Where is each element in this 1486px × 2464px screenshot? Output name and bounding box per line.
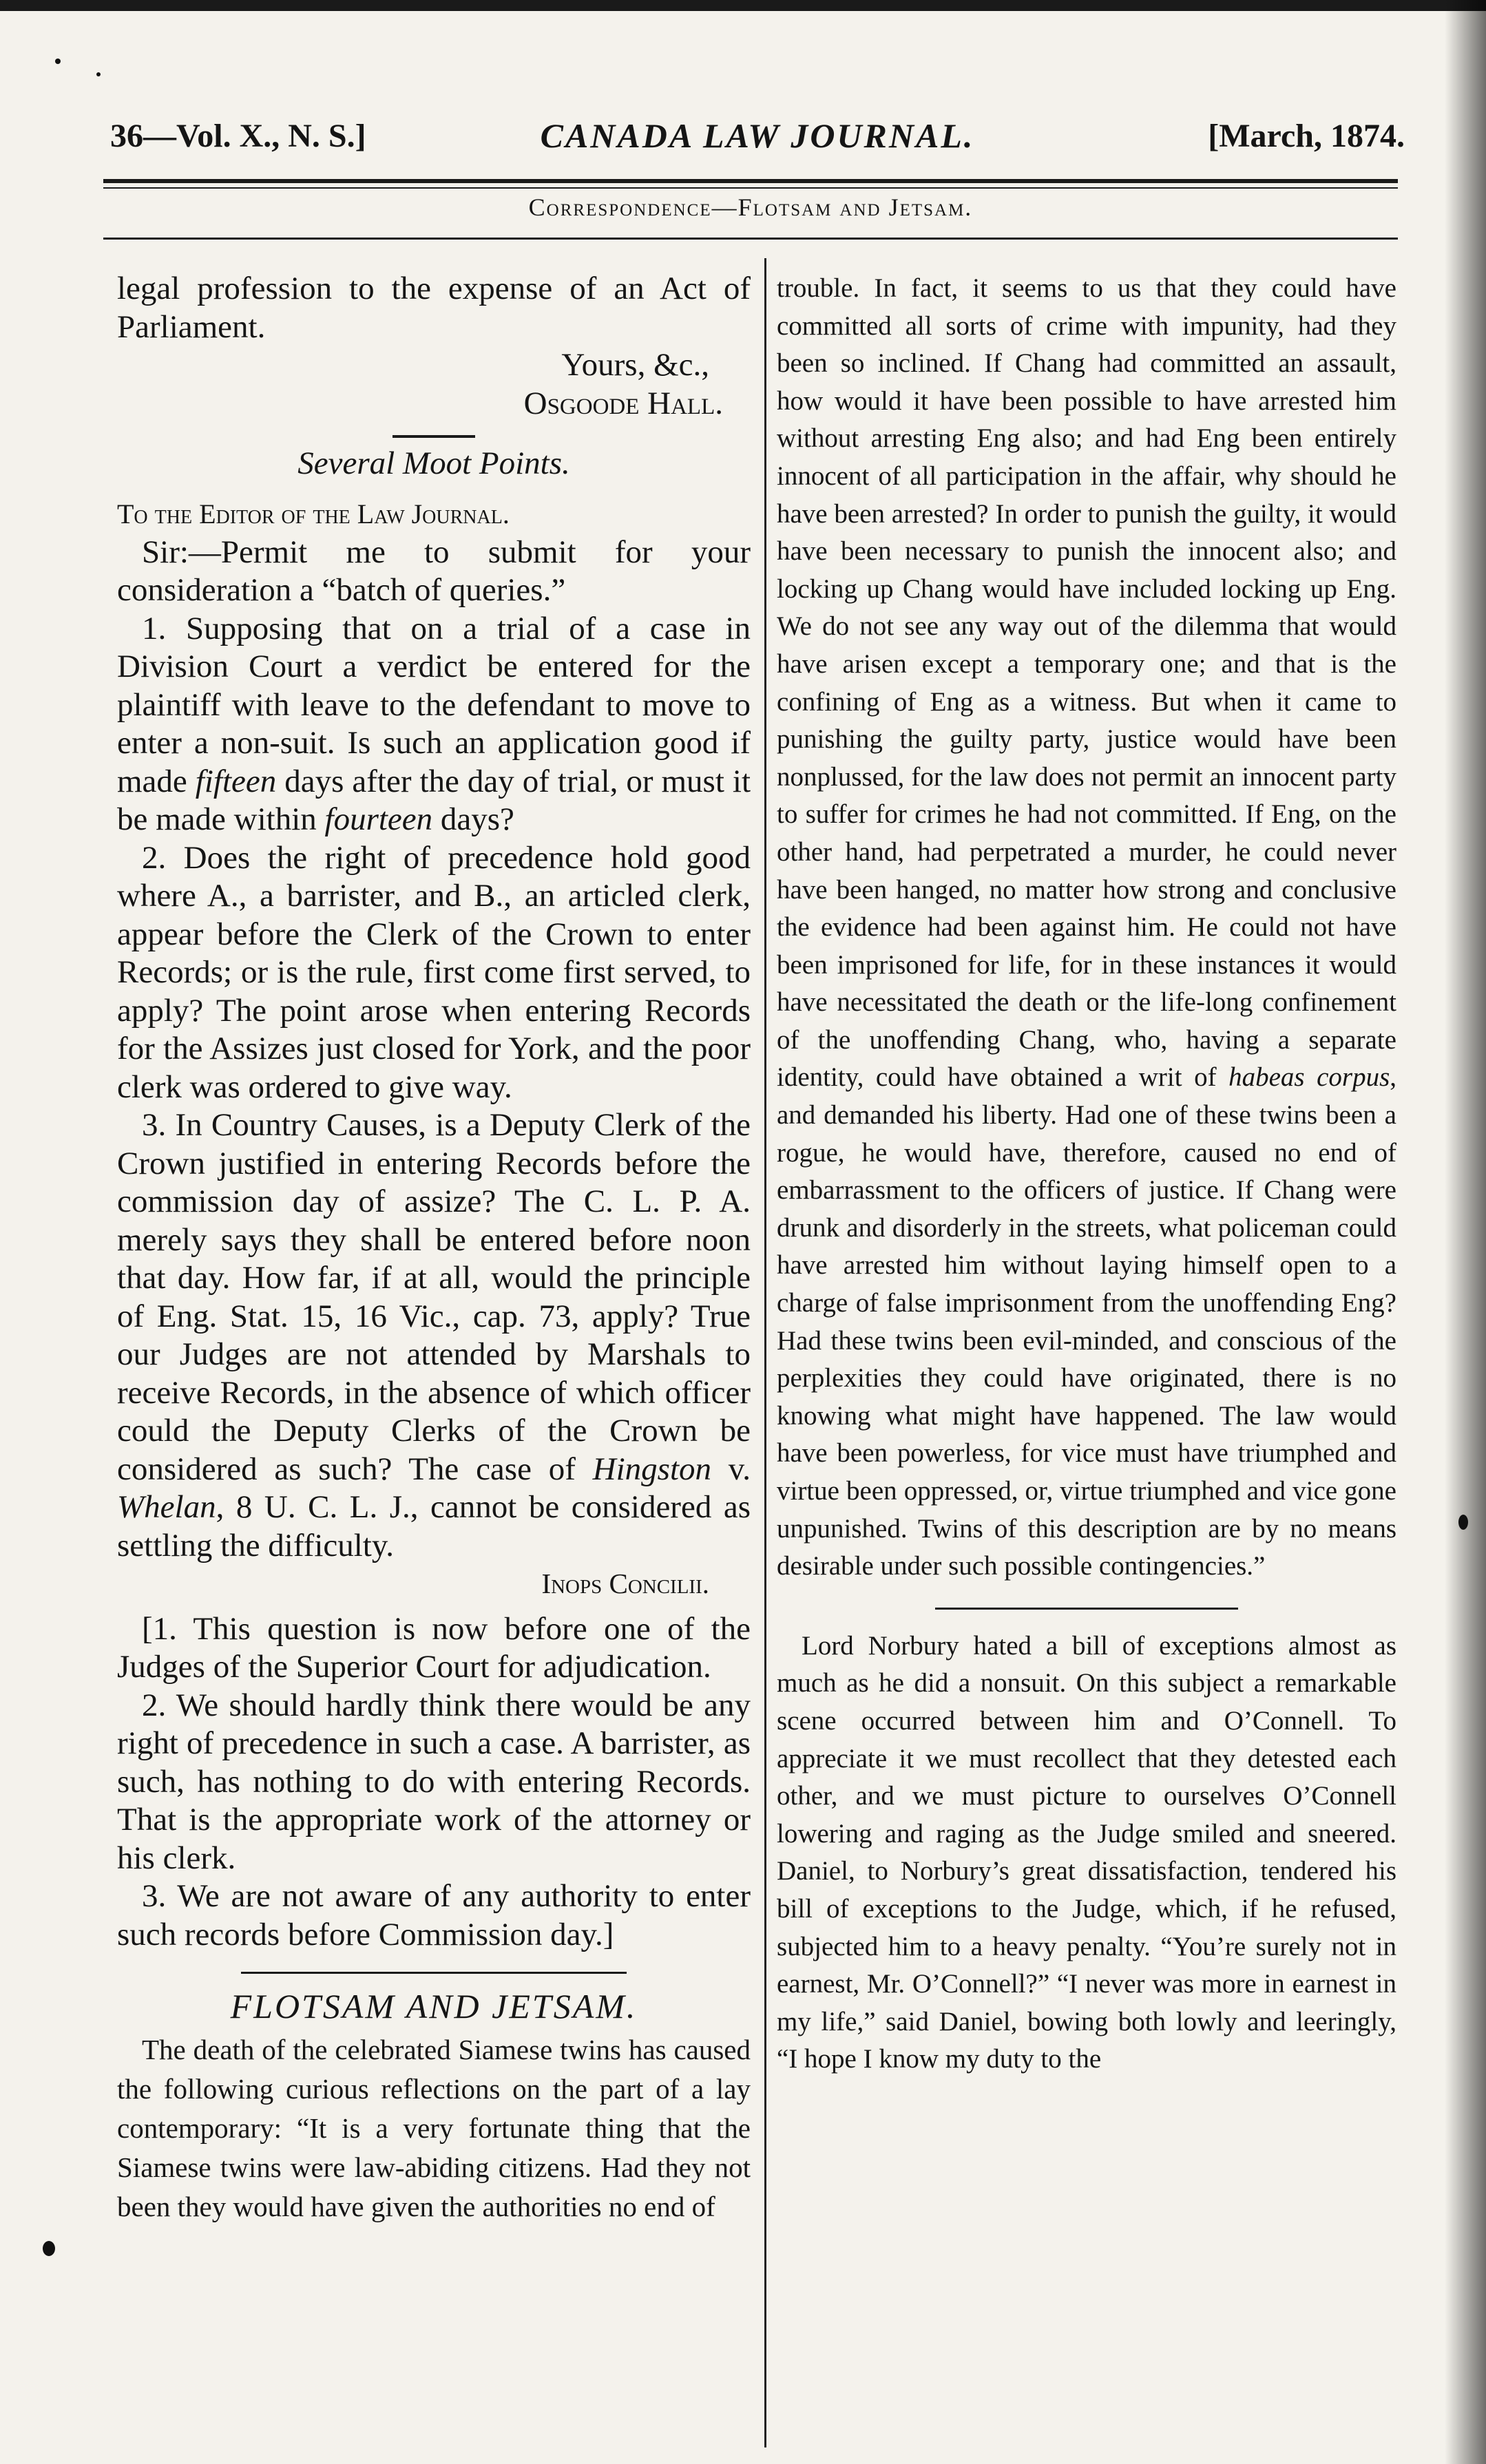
twins-paragraph: trouble. In fact, it seems to us that they could have committed all sorts of crime with impunity, had they been so inclined. If Chang had committed an assault, how would it have been possible to have arrested him without arresting Eng also; and had Eng been entirely innocent of all participation in the affair, why should he have been arrested? In order to punish the guilty, it would have been necessary to punish the innocent also; and locking up Chang would have included locking up Eng. We do not see any way out of the dilemma that would have arisen except a temporary one; and that is the confining of Eng as a witness. But when it came to punishing the guilty party, justice would have been nonplussed, for the law does not permit an innocent party to suffer for crimes he had not committed. If Eng, on the other hand, had perpetrated a murder, he could never have been hanged, no matter how strong and conclusive the evidence had been against him. He could not have been imprisoned for life, for in these instances it would have necessitated the death or the life-long confinement of the unoffending Chang, who, having a separate identity, could have obtained a writ of habeas corpus, and demanded his liberty. Had one of these twins been a rogue, he would have, therefore, caused no end of embarrassment to the officers of justice. If Chang were drunk and disorderly in the streets, what policeman could have arrested him without laying himself open to a charge of false imprisonment from the unoffending Eng? Had these twins been evil-minded, and conscious of the perplexities they could have originated, there is no knowing what might have happened. The law would have been powerless, for vice must have triumphed and virtue been oppressed, or, virtue triumphed and vice gone unpunished. Twins of this description are by no means desirable under such possible contingencies.”	[777, 273, 1397, 1581]
scan-speck	[43, 2241, 55, 2256]
section-title: FLOTSAM AND JETSAM.	[230, 1987, 638, 2025]
salutation: To the Editor of the Law Journal.	[117, 498, 510, 529]
running-head-rule	[103, 238, 1398, 240]
signature: Inops Concilii.	[541, 1568, 709, 1599]
editor-reply-1: [1. This question is now before one of the Judges of the Superior Court for adjudication.	[117, 1610, 751, 1685]
section-rule	[241, 1972, 627, 1974]
signoff: Yours, &c.,	[561, 347, 709, 383]
editor-reply-3: 3. We are not aware of any authority to enter such records before Commission day.]	[117, 1878, 751, 1952]
signature: Osgoode Hall.	[523, 385, 723, 421]
norbury-paragraph: Lord Norbury hated a bill of exceptions almost as much as he did a nonsuit. On this subject a remarkable scene occurred between him and O’Connell. To appreciate it we must recollect that they detested each other, and we must picture to ourselves O’Connell lowering and raging as the Judge smiled and sneered. Daniel, to Norbury’s great dissatisfaction, tendered his bill of exceptions to the Judge, which, if he refused, subjected him to a heavy penalty. “You’re surely not in earnest, Mr. O’Connell?” “I never was more in earnest in my life,” said Daniel, bowing both lowly and leeringly, “I hope I know my duty to the	[777, 1630, 1396, 2074]
flotsam-paragraph: The death of the celebrated Siamese twins has caused the following curious reflections on the part of a lay contemporary: “It is a very fortunate thing that the Siamese twins were law-abiding citizens. Had they not been they would have given the authorities no end of	[117, 2033, 751, 2222]
scan-speck	[96, 72, 101, 76]
query-3: 3. In Country Causes, is a Deputy Clerk of the Crown justified in entering Records before the commission day of assize? The C. L. P. A. merely says they shall be entered before noon that day. How far, if at all, would the principle of Eng. Stat. 15, 16 Vic., cap. 73, apply? True our Judges are not attended by Marshals to receive Records, in the absence of which officer could the Deputy Clerks of the Crown be considered as such? The case of Hingston v. Whelan, 8 U. C. L. J., cannot be considered as settling the difficulty.	[117, 1107, 751, 1563]
divider-rule	[935, 1608, 1238, 1610]
scan-speck	[55, 59, 61, 64]
scan-top-edge	[0, 0, 1486, 11]
volume-number: 36—Vol. X., N. S.]	[110, 118, 366, 154]
header-rule	[103, 179, 1398, 183]
right-column	[777, 270, 1396, 2078]
left-column	[117, 270, 751, 2226]
continued-paragraph: legal profession to the expense of an Act of Parliament.	[117, 271, 751, 345]
scan-speck	[1458, 1515, 1468, 1530]
scan-right-edge-shadow	[1445, 0, 1486, 2464]
header-rule-thin	[103, 187, 1398, 189]
journal-title: CANADA LAW JOURNAL.	[540, 116, 975, 155]
column-divider	[764, 258, 766, 2447]
running-head: Correspondence—Flotsam and Jetsam.	[528, 193, 973, 221]
page-header	[110, 110, 1405, 165]
editor-reply-2: 2. We should hardly think there would be any right of precedence in such a case. A barrister, as such, has nothing to do with entering Records. That is the appropriate work of the attorney or his clerk.	[117, 1687, 751, 1876]
divider-rule	[393, 435, 475, 438]
query-2: 2. Does the right of precedence hold good where A., a barrister, and B., an articled clerk, appear before the Clerk of the Crown to enter Records; or is the rule, first come first served, to apply? The point arose when entering Records for the Assizes just closed for York, and the poor clerk was ordered to give way.	[117, 839, 751, 1105]
query-1: 1. Supposing that on a trial of a case in Division Court a verdict be entered for the plaintiff with leave to the defendant to move to enter a non-suit. Is such an application good if made fifteen days after the day of trial, or must it be made within fourteen days?	[117, 610, 751, 837]
letter-title: Several Moot Points.	[297, 445, 570, 481]
issue-date: [March, 1874.	[1208, 118, 1405, 154]
letter-intro: Sir:—Permit me to submit for your consideration a “batch of queries.”	[117, 534, 751, 608]
